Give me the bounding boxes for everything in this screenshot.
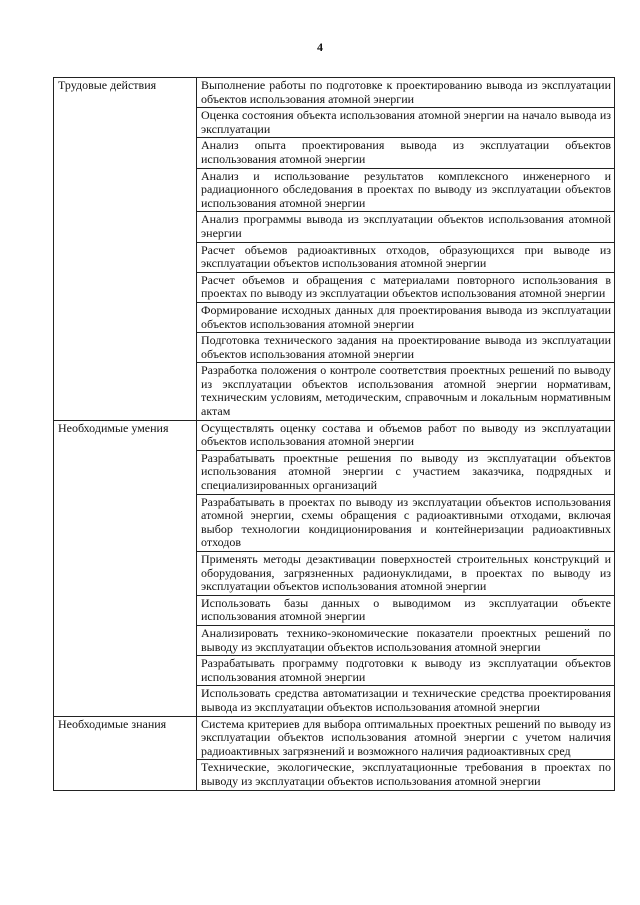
section-label-required-knowledge: Необходимые знания xyxy=(54,716,197,790)
section-label-labor-actions: Трудовые действия xyxy=(54,78,197,421)
labor-action-item: Подготовка технического задания на проектирование вывода из эксплуатации объектов использования атомной энергии xyxy=(197,333,615,363)
labor-action-item: Анализ опыта проектирования вывода из эксплуатации объектов использования атомной энергии xyxy=(197,138,615,168)
labor-action-item: Оценка состояния объекта использования атомной энергии на начало вывода из эксплуатации xyxy=(197,108,615,138)
required-skill-item: Разрабатывать проектные решения по выводу из эксплуатации объектов использования атомной энергии с участием заказчика, подрядных и специализированных организаций xyxy=(197,450,615,494)
required-knowledge-item: Технические, экологические, эксплуатационные требования в проектах по выводу из эксплуатации объектов использования атомной энергии xyxy=(197,760,615,790)
labor-action-item: Расчет объемов и обращения с материалами повторного использования в проектах по выводу из эксплуатации объектов использования атомной энергии xyxy=(197,272,615,302)
required-skill-item: Разрабатывать в проектах по выводу из эксплуатации объектов использования атомной энергии, схемы обращения с радиоактивными отходами, включая выбор технологии кондиционирования и контейнеризации радиоактивных отходов xyxy=(197,494,615,551)
requirements-table xyxy=(53,77,615,791)
labor-action-item: Выполнение работы по подготовке к проектированию вывода из эксплуатации объектов использования атомной энергии xyxy=(197,78,615,108)
required-skill-item: Разрабатывать программу подготовки к выводу из эксплуатации объектов использования атомной энергии xyxy=(197,656,615,686)
labor-action-item: Формирование исходных данных для проектирования вывода из эксплуатации объектов использования атомной энергии xyxy=(197,302,615,332)
required-skill-item: Применять методы дезактивации поверхностей строительных конструкций и оборудования, загрязненных радионуклидами, в проектах по выводу из эксплуатации объектов использования атомной энергии xyxy=(197,552,615,596)
labor-action-item: Расчет объемов радиоактивных отходов, образующихся при выводе из эксплуатации объектов использования атомной энергии xyxy=(197,242,615,272)
table-row xyxy=(54,420,615,450)
required-skill-item: Осуществлять оценку состава и объемов работ по выводу из эксплуатации объектов использования атомной энергии xyxy=(197,420,615,450)
table-row xyxy=(54,716,615,760)
required-knowledge-item: Система критериев для выбора оптимальных проектных решений по выводу из эксплуатации объектов использования атомной энергии с учетом наличия радиоактивных загрязнений и возможного наличия радиоактивных сред xyxy=(197,716,615,760)
required-skill-item: Анализировать технико-экономические показатели проектных решений по выводу из эксплуатации объектов использования атомной энергии xyxy=(197,625,615,655)
required-skill-item: Использовать средства автоматизации и технические средства проектирования вывода из эксплуатации объектов использования атомной энергии xyxy=(197,686,615,716)
section-label-required-skills: Необходимые умения xyxy=(54,420,197,716)
required-skill-item: Использовать базы данных о выводимом из эксплуатации объекте использования атомной энергии xyxy=(197,595,615,625)
labor-action-item: Анализ и использование результатов комплексного инженерного и радиационного обследования в проектах по выводу из эксплуатации объектов использования атомной энергии xyxy=(197,168,615,212)
labor-action-item: Анализ программы вывода из эксплуатации объектов использования атомной энергии xyxy=(197,212,615,242)
labor-action-item: Разработка положения о контроле соответствия проектных решений по выводу из эксплуатации объектов использования атомной энергии нормативам, техническим условиям, методическим, справочным и локальным нормативным актам xyxy=(197,363,615,420)
table-row xyxy=(54,78,615,108)
page-number: 4 xyxy=(317,40,323,54)
